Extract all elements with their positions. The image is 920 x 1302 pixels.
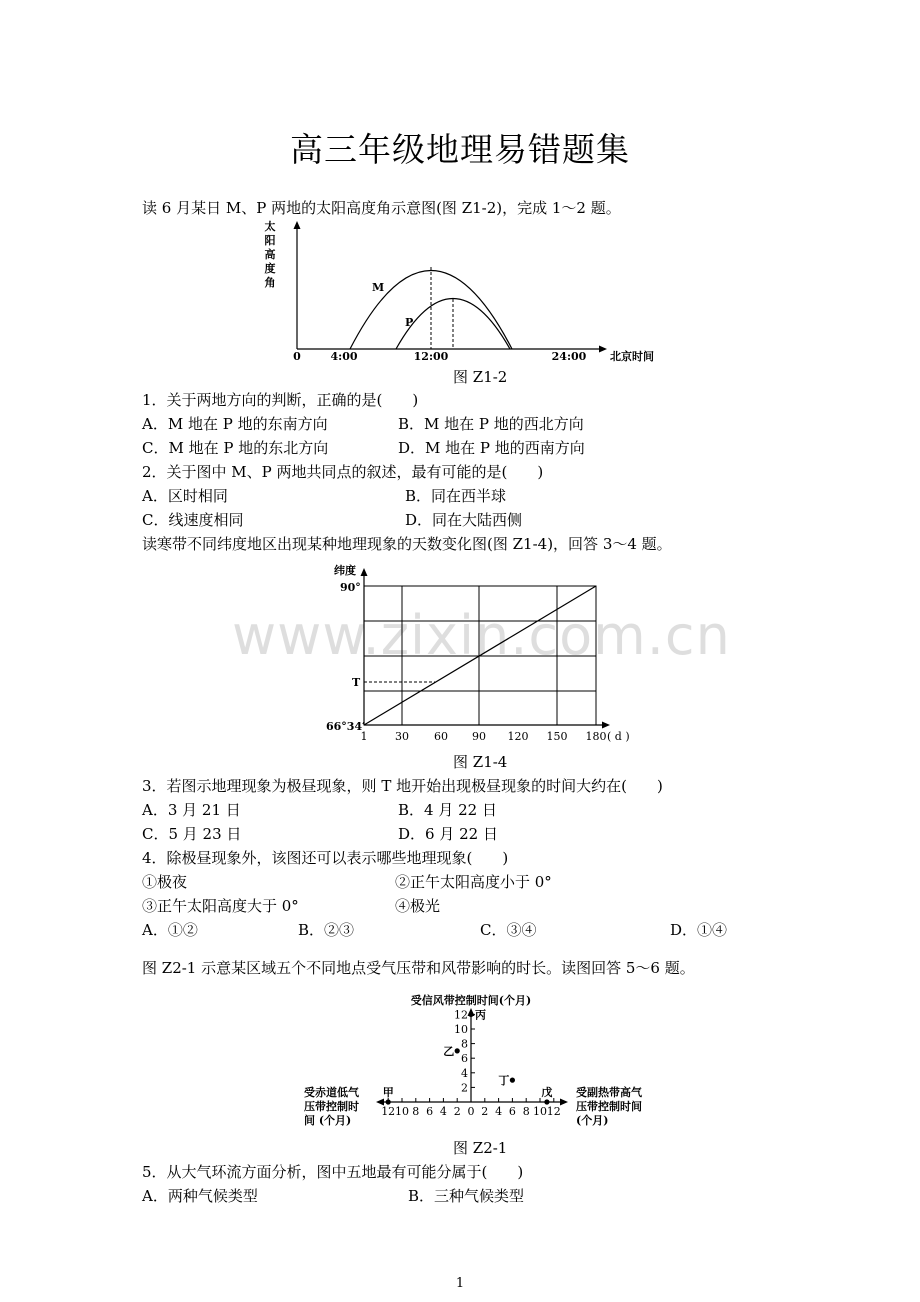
- fig3-xtick-label: 10: [395, 1105, 409, 1118]
- fig2-ylabel: 纬度: [334, 564, 356, 577]
- fig3-point-label: 戊: [541, 1086, 553, 1099]
- q2-option-a: A．区时相同: [142, 487, 228, 505]
- fig3-point: [544, 1099, 549, 1104]
- q1-option-a: A．M 地在 P 地的东南方向: [142, 415, 328, 433]
- fig3-xtick-label: 6: [508, 1105, 516, 1118]
- q4-item-2: ②正午太阳高度小于 0°: [395, 873, 552, 891]
- q4-item-3: ③正午太阳高度大于 0°: [142, 897, 299, 915]
- fig3-ytick-label: 10: [454, 1023, 468, 1036]
- fig3-left-label-line: 受赤道低气: [304, 1086, 359, 1099]
- fig1-tick-0: 0: [293, 350, 301, 363]
- q3-option-d: D．6 月 22 日: [398, 825, 498, 843]
- fig1-caption: 图 Z1-2: [453, 368, 508, 386]
- fig3-x-arrow-right: [560, 1099, 568, 1106]
- fig3-point: [510, 1078, 515, 1083]
- fig3-right-label-line: 受副热带高气: [576, 1086, 642, 1099]
- fig3-right-label: [576, 1085, 643, 1127]
- fig1-tick-4: 4:00: [330, 350, 358, 363]
- fig3-xtick-label: 2: [453, 1105, 461, 1118]
- fig3-left-label-line: 压带控制时: [304, 1100, 359, 1113]
- intro-1: 读 6 月某日 M、P 两地的太阳高度角示意图(图 Z1-2)，完成 1～2 题。: [142, 199, 621, 217]
- fig2-xtick: 150: [546, 730, 568, 743]
- fig3-point-label: 丙: [475, 1008, 486, 1022]
- fig2-y-mark: T: [352, 676, 361, 689]
- fig3-xtick-label: 2: [481, 1105, 489, 1118]
- intro-2: 读寒带不同纬度地区出现某种地理现象的天数变化图(图 Z1-4)，回答 3～4 题。: [142, 535, 672, 553]
- fig2-xtick: 60: [434, 730, 448, 743]
- fig2-caption: 图 Z1-4: [453, 753, 508, 771]
- q1-option-c: C．M 地在 P 地的东北方向: [142, 439, 329, 457]
- fig1-label-m: M: [372, 281, 385, 294]
- fig3-xtick-label: 10: [533, 1105, 547, 1118]
- q5-stem: 5．从大气环流方面分析，图中五地最有可能分属于( ): [142, 1163, 524, 1181]
- fig1-xlabel: 北京时间: [610, 350, 654, 363]
- fig3-ytick-label: 8: [461, 1037, 468, 1051]
- fig1-tick-12: 12:00: [413, 350, 449, 363]
- fig3-ytick-label: 6: [461, 1052, 468, 1066]
- fig1-ylabel-char: 阳: [264, 234, 276, 247]
- fig2-y-top: 90°: [340, 581, 361, 594]
- fig1-ylabel-char: 角: [264, 276, 276, 289]
- q4-option-b: B．②③: [298, 921, 355, 939]
- fig3-point-label: 甲: [382, 1086, 394, 1099]
- q1-option-d: D．M 地在 P 地的西南方向: [398, 439, 585, 457]
- fig3-xtick-label: 0: [467, 1105, 475, 1118]
- fig3-xtick-label: 8: [522, 1105, 530, 1118]
- fig3-point: [386, 1099, 391, 1104]
- fig1-ylabel: [265, 219, 276, 289]
- fig3-left-label: [304, 1085, 360, 1127]
- fig1-tick-24: 24:00: [551, 350, 587, 363]
- fig3-point: [468, 1012, 473, 1017]
- q4-stem: 4．除极昼现象外，该图还可以表示哪些地理现象( ): [142, 849, 509, 867]
- fig2-xtick: 30: [395, 730, 409, 743]
- q5-option-a: A．两种气候类型: [142, 1187, 258, 1205]
- q4-item-4: ④极光: [395, 897, 441, 915]
- fig3-ytick-label: 12: [454, 1008, 468, 1022]
- fig3-xticks: [381, 1098, 561, 1118]
- watermark: www.zixin.com.cn: [232, 604, 731, 667]
- q4-item-1: ①极夜: [142, 873, 188, 891]
- fig2-x-arrow: [602, 722, 610, 729]
- fig1-y-arrow: [294, 221, 301, 229]
- fig2-xtick: 120: [507, 730, 529, 743]
- fig3-xtick-label: 6: [426, 1105, 434, 1118]
- fig3-xtick-label: 4: [439, 1105, 447, 1118]
- fig2-xtick: 180: [585, 730, 607, 743]
- fig3-right-label-line: (个月): [576, 1114, 609, 1127]
- intro-3: 图 Z2-1 示意某区域五个不同地点受气压带和风带影响的时长。读图回答 5～6 题。: [142, 959, 695, 977]
- fig3-left-label-line: 间 (个月): [304, 1114, 352, 1127]
- figure-z2-1: [300, 990, 660, 1130]
- figure-z1-2: [260, 218, 690, 368]
- fig2-y-bottom: 66°34′: [326, 720, 366, 733]
- fig3-ytick-label: 4: [461, 1066, 468, 1080]
- fig1-ylabel-char: 度: [264, 262, 276, 275]
- fig2-xtick: 90: [472, 730, 486, 743]
- q2-option-b: B．同在西半球: [405, 487, 507, 505]
- q2-stem: 2．关于图中 M、P 两地共同点的叙述，最有可能的是( ): [142, 463, 544, 481]
- fig3-point-label: 丁: [498, 1074, 510, 1088]
- q1-option-b: B．M 地在 P 地的西北方向: [398, 415, 584, 433]
- q4-option-d: D．①④: [670, 921, 728, 939]
- q2-option-c: C．线速度相同: [142, 511, 244, 529]
- page-number: 1: [455, 1276, 465, 1291]
- fig3-ytitle: 受信风带控制时间(个月): [410, 994, 532, 1007]
- q2-option-d: D．同在大陆西侧: [405, 511, 523, 529]
- q4-option-a: A．①②: [142, 921, 198, 939]
- fig3-xtick-label: 4: [495, 1105, 503, 1118]
- fig3-xtick-label: 8: [412, 1105, 420, 1118]
- fig3-xtick-label: 12: [546, 1105, 561, 1118]
- fig3-point: [455, 1048, 460, 1053]
- fig2-y-arrow: [361, 568, 368, 576]
- fig3-point-label: 乙: [443, 1044, 455, 1058]
- fig2-xtick: 1: [360, 730, 368, 743]
- q4-option-c: C．③④: [480, 921, 537, 939]
- fig3-ytick-label: 2: [461, 1081, 468, 1095]
- fig1-ylabel-char: 太: [264, 220, 276, 233]
- fig3-right-label-line: 压带控制时间: [576, 1100, 642, 1113]
- q3-option-a: A．3 月 21 日: [142, 801, 241, 819]
- fig1-ylabel-char: 高: [264, 248, 276, 261]
- fig3-caption: 图 Z2-1: [453, 1139, 508, 1157]
- q3-option-c: C．5 月 23 日: [142, 825, 242, 843]
- q1-stem: 1．关于两地方向的判断，正确的是( ): [142, 391, 419, 409]
- fig2-xunit: ( d ): [607, 730, 630, 743]
- fig1-x-arrow: [599, 346, 607, 353]
- q5-option-b: B．三种气候类型: [408, 1187, 525, 1205]
- fig3-xtick-label: 12: [381, 1105, 396, 1118]
- q3-stem: 3．若图示地理现象为极昼现象，则 T 地开始出现极昼现象的时间大约在( ): [142, 777, 663, 795]
- page-title: 高三年级地理易错题集: [290, 130, 630, 169]
- fig1-label-p: P: [405, 316, 414, 329]
- q3-option-b: B．4 月 22 日: [398, 801, 497, 819]
